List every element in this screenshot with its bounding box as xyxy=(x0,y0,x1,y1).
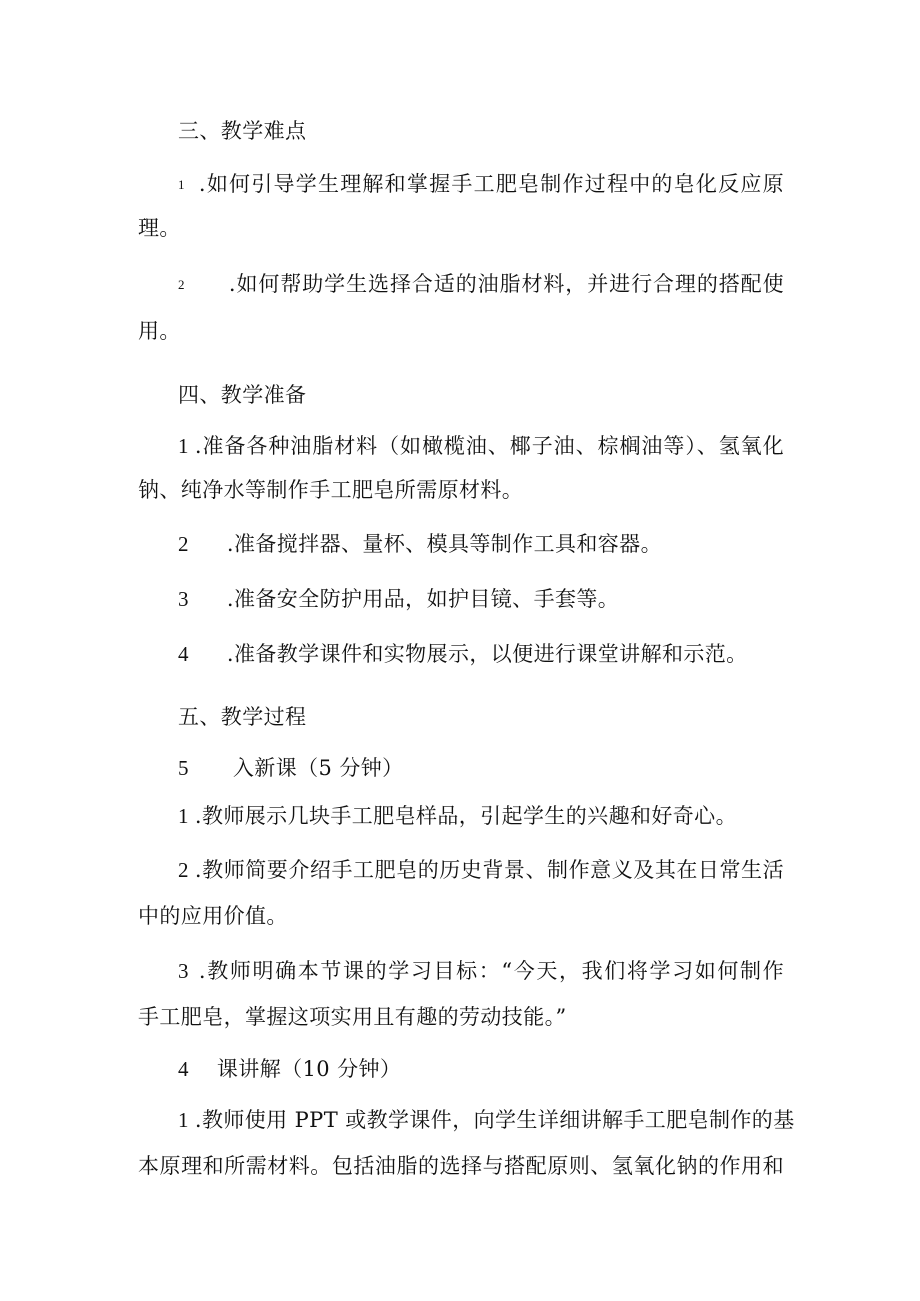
list-item-lecture-1 xyxy=(178,1106,795,1134)
item-text: .准备教学课件和实物展示，以便进行课堂讲解和示范。 xyxy=(226,642,748,666)
list-item-new-lesson-2 xyxy=(178,856,784,884)
item-number: 1 xyxy=(178,177,185,192)
subsection-lecture xyxy=(178,1055,401,1083)
item-text: 中的应用价值。 xyxy=(138,904,288,928)
item-number: 2 xyxy=(178,277,185,292)
heading-text: 四、教学准备 xyxy=(178,383,307,407)
item-text: .准备搅拌器、量杯、模具等制作工具和容器。 xyxy=(226,532,662,556)
heading-text: 三、教学难点 xyxy=(178,119,307,143)
item-text: 课讲解（10 分钟） xyxy=(216,1057,402,1081)
item-number: 3 xyxy=(178,587,189,611)
list-item-new-lesson-3 xyxy=(178,957,784,985)
list-item-preparation-3 xyxy=(178,585,619,613)
item-text: .教师展示几块手工肥皂样品，引起学生的兴趣和好奇心。 xyxy=(194,804,737,828)
item-text: 用。 xyxy=(138,319,181,343)
item-number: 2 xyxy=(178,858,189,882)
list-item-new-lesson-3-continuation xyxy=(138,1003,567,1031)
item-text: 本原理和所需材料。包括油脂的选择与搭配原则、氢氧化钠的作用和 xyxy=(138,1154,784,1178)
item-text: .如何引导学生理解和掌握手工肥皂制作过程中的皂化反应原 xyxy=(198,172,784,196)
list-item-new-lesson-1 xyxy=(178,802,737,830)
list-item-lecture-1-continuation xyxy=(138,1152,784,1180)
list-item-preparation-4 xyxy=(178,640,748,668)
list-item-difficulty-1-continuation xyxy=(138,214,181,242)
item-text: .如何帮助学生选择合适的油脂材料，并进行合理的搭配使 xyxy=(228,272,784,296)
item-text: 钠、纯净水等制作手工肥皂所需原材料。 xyxy=(138,478,524,502)
list-item-difficulty-2-continuation xyxy=(138,317,181,345)
item-text: .教师简要介绍手工肥皂的历史背景、制作意义及其在日常生活 xyxy=(194,858,784,882)
item-text: .准备各种油脂材料（如橄榄油、椰子油、棕榈油等）、氢氧化 xyxy=(194,434,784,458)
item-text: 入新课（5 分钟） xyxy=(232,756,404,780)
item-text: .教师使用 PPT 或教学课件，向学生详细讲解手工肥皂制作的基 xyxy=(194,1108,795,1132)
item-number: 1 xyxy=(178,1108,189,1132)
list-item-preparation-1 xyxy=(178,432,784,460)
item-number: 2 xyxy=(178,532,189,556)
item-text: .教师明确本节课的学习目标：“今天，我们将学习如何制作 xyxy=(198,959,784,983)
list-item-preparation-1-continuation xyxy=(138,476,523,504)
item-number: 4 xyxy=(178,1057,189,1081)
item-text: .准备安全防护用品，如护目镜、手套等。 xyxy=(226,587,620,611)
list-item-preparation-2 xyxy=(178,530,662,558)
section-heading-teaching-process xyxy=(178,703,306,731)
item-text: 手工肥皂，掌握这项实用且有趣的劳动技能。” xyxy=(138,1005,567,1029)
list-item-difficulty-2 xyxy=(178,270,784,299)
item-number: 1 xyxy=(178,434,189,458)
subsection-new-lesson xyxy=(178,754,404,782)
list-item-new-lesson-2-continuation xyxy=(138,902,288,930)
heading-text: 五、教学过程 xyxy=(178,705,307,729)
item-number: 4 xyxy=(178,642,189,666)
list-item-difficulty-1 xyxy=(178,170,784,199)
section-heading-teaching-preparation xyxy=(178,381,306,409)
item-number: 3 xyxy=(178,959,189,983)
section-heading-teaching-difficulties xyxy=(178,117,306,145)
item-number: 5 xyxy=(178,756,189,780)
item-text: 理。 xyxy=(138,216,181,240)
item-number: 1 xyxy=(178,804,189,828)
